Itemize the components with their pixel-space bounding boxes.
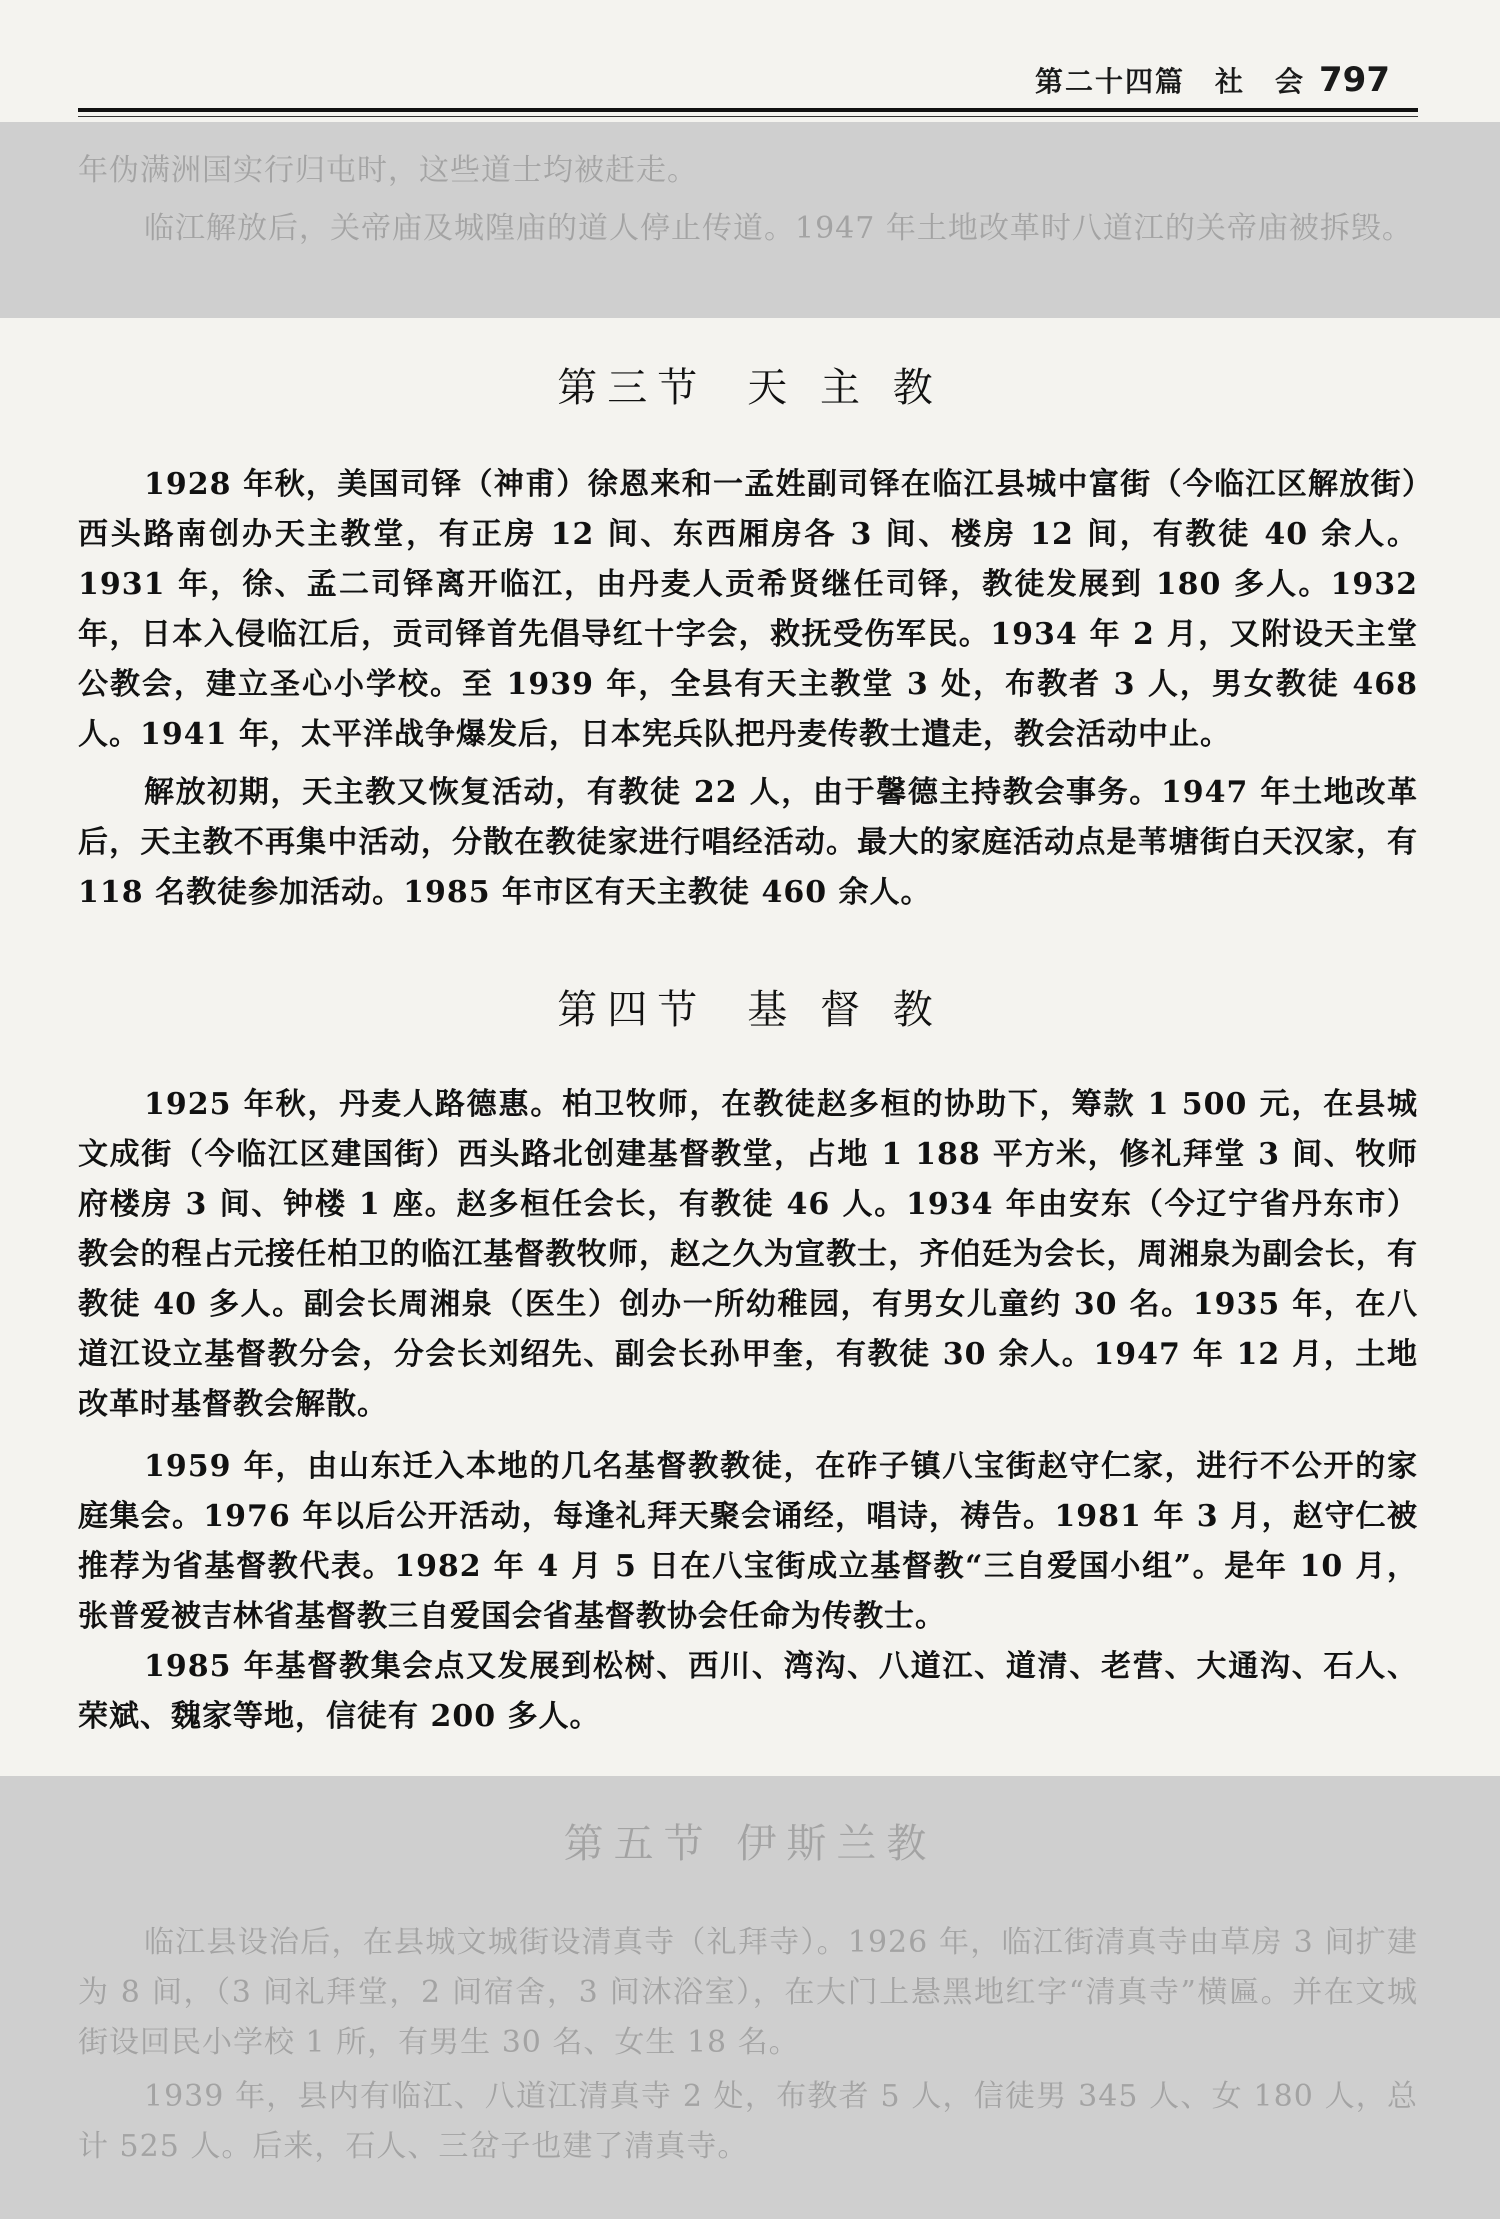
section-number: 第三节: [557, 365, 708, 411]
body-paragraph: 1925 年秋，丹麦人路德惠。柏卫牧师，在教徒赵多桓的协助下，筹款 1 500 元，在县城文成街（今临江区建国街）西头路北创建基督教堂，占地 1 188 平方米，修礼拜堂 3 间、牧师府楼房 3 间、钟楼 1 座。赵多桓任会长，有教徒 46 人。1934 年由安东（今辽宁省丹东市）教会的程占元接任柏卫的临江基督教牧师，赵之久为宣教士，齐伯廷为会长，周湘泉为副会长，有教徒 40 多人。副会长周湘泉（医生）创办一所幼稚园，有男女儿童约 30 名。1935 年，在八道江设立基督教分会，分会长刘绍先、副会长孙甲奎，有教徒 30 余人。1947 年 12 月，土地改革时基督教会解散。: [78, 1087, 1418, 1422]
section-heading: [0, 356, 1500, 413]
context-paragraph: 临江县设治后，在县城文城街设清真寺（礼拜寺）。1926 年，临江街清真寺由草房 3 间扩建为 8 间，（3 间礼拜堂，2 间宿舍，3 间沐浴室），在大门上悬黑地红字“清真寺”横匾。并在文城街设回民小学校 1 所，有男生 30 名、女生 18 名。: [78, 1925, 1418, 2060]
section-title: 伊斯兰教: [736, 1821, 937, 1867]
header-rule-thin: [78, 116, 1418, 117]
section-heading: [0, 978, 1500, 1035]
section-title: 基 督 教: [747, 987, 943, 1033]
running-header: [1035, 60, 1390, 100]
context-paragraph: 临江解放后，关帝庙及城隍庙的道人停止传道。1947 年土地改革时八道江的关帝庙被拆毁。: [144, 211, 1413, 246]
body-paragraph: 1959 年，由山东迁入本地的几名基督教教徒，在砟子镇八宝街赵守仁家，进行不公开的家庭集会。1976 年以后公开活动，每逢礼拜天聚会诵经，唱诗，祷告。1981 年 3 月，赵守仁被推荐为省基督教代表。1982 年 4 月 5 日在八宝街成立基督教“三自爱国小组”。是年 10 月，张普爱被吉林省基督教三自爱国会省基督教协会任命为传教士。: [78, 1449, 1418, 1634]
section-title: 天 主 教: [747, 365, 943, 411]
page-number: 797: [1319, 60, 1390, 100]
section-number: 第五节: [563, 1821, 714, 1867]
body-paragraph: 解放初期，天主教又恢复活动，有教徒 22 人，由于馨德主持教会事务。1947 年土地改革后，天主教不再集中活动，分散在教徒家进行唱经活动。最大的家庭活动点是苇塘街白天汉家，有 118 名教徒参加活动。1985 年市区有天主教徒 460 余人。: [78, 775, 1418, 910]
body-paragraph: 1928 年秋，美国司铎（神甫）徐恩来和一孟姓副司铎在临江县城中富街（今临江区解放街）西头路南创办天主教堂，有正房 12 间、东西厢房各 3 间、楼房 12 间，有教徒 40 余人。1931 年，徐、孟二司铎离开临江，由丹麦人贡希贤继任司铎，教徒发展到 180 多人。1932 年，日本入侵临江后，贡司铎首先倡导红十字会，救抚受伤军民。1934 年 2 月，又附设天主堂公教会，建立圣心小学校。至 1939 年，全县有天主教堂 3 处，布教者 3 人，男女教徒 468 人。1941 年，太平洋战争爆发后，日本宪兵队把丹麦传教士遣走，教会活动中止。: [78, 467, 1419, 752]
body-paragraph: 1985 年基督教集会点又发展到松树、西川、湾沟、八道江、道清、老营、大通沟、石人、荣斌、魏家等地，信徒有 200 多人。: [78, 1649, 1418, 1734]
section-number: 第四节: [557, 987, 708, 1033]
context-paragraph: 1939 年，县内有临江、八道江清真寺 2 处，布教者 5 人，信徒男 345 人、女 180 人，总计 525 人。后来，石人、三岔子也建了清真寺。: [78, 2079, 1418, 2164]
context-paragraph: 年伪满洲国实行归屯时，这些道士均被赶走。: [78, 153, 698, 188]
header-rule: [78, 108, 1418, 112]
context-section-heading: [0, 1812, 1500, 1869]
chapter-title: 第二十四篇 社 会: [1035, 65, 1306, 98]
